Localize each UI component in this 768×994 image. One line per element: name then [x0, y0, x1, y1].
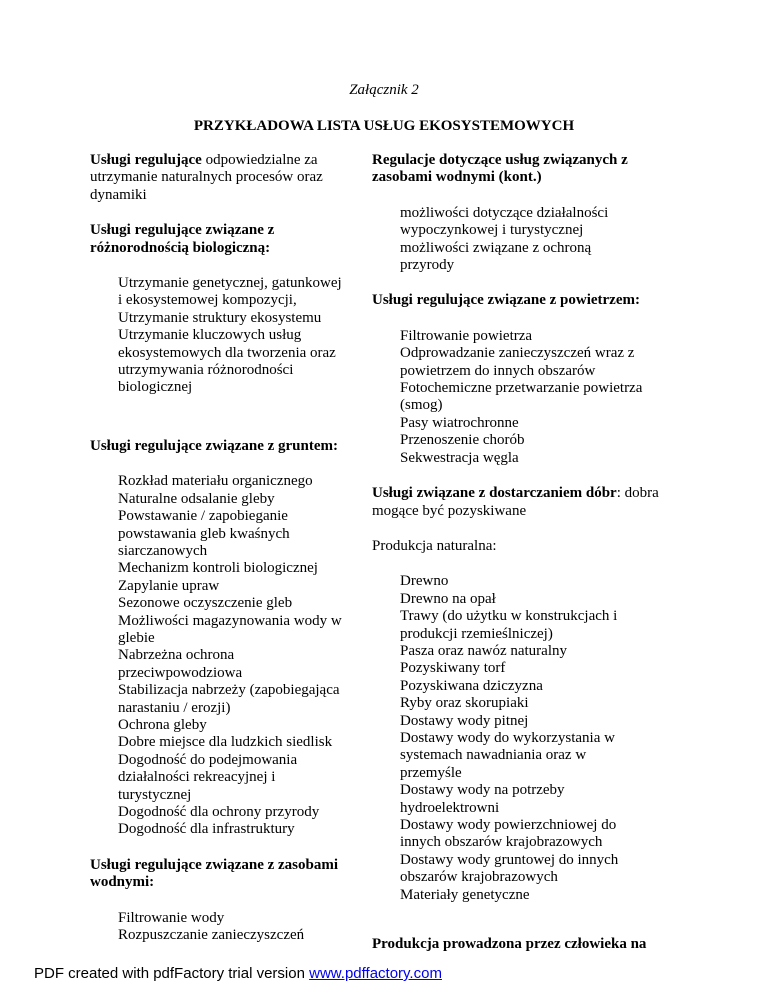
list-item: Utrzymanie kluczowych usług	[118, 327, 302, 344]
list-item: powietrzem do innych obszarów	[400, 362, 596, 379]
list-item: Pozyskiwany torf	[400, 660, 506, 677]
right-column	[372, 152, 662, 953]
list-item: Nabrzeżna ochrona	[118, 647, 235, 664]
regulating-intro-line-2: utrzymanie naturalnych procesów oraz	[90, 169, 323, 186]
biodiversity-heading: Usługi regulujące związane z	[90, 222, 275, 239]
list-item: Przenoszenie chorób	[400, 432, 525, 449]
list-item: siarczanowych	[118, 542, 208, 559]
list-item: Sezonowe oczyszczenie gleb	[118, 595, 293, 612]
water-heading-line-2: wodnymi:	[90, 874, 155, 891]
list-item: biologicznej	[118, 379, 193, 396]
water-heading: Usługi regulujące związane z zasobami	[90, 856, 339, 873]
list-item: Rozpuszczanie zanieczyszczeń	[118, 927, 305, 944]
biodiversity-heading-line-2: różnorodnością biologiczną:	[90, 239, 271, 256]
list-item: Pozyskiwana dziczyzna	[400, 677, 543, 694]
list-item: innych obszarów krajobrazowych	[400, 834, 603, 851]
annex-label: Załącznik 2	[349, 82, 419, 98]
list-item: przeciwpowodziowa	[118, 664, 243, 681]
list-item: Możliwości magazynowania wody w	[118, 612, 342, 629]
provisioning-intro-line-2: mogące być pozyskiwane	[372, 502, 527, 519]
provisioning-intro	[372, 485, 662, 502]
list-item: Filtrowanie powietrza	[400, 327, 533, 344]
list-item: Ryby oraz skorupiaki	[400, 695, 529, 712]
regulating-intro-bold: Usługi regulujące	[90, 152, 202, 168]
list-item: Naturalne odsalanie gleby	[118, 490, 275, 507]
provisioning-intro-bold: Usługi związane z dostarczaniem dóbr	[372, 485, 617, 502]
list-item: glebie	[118, 629, 155, 646]
list-item: (smog)	[400, 397, 443, 414]
list-item: Utrzymanie genetycznej, gatunkowej	[118, 275, 342, 292]
water-list	[90, 910, 370, 945]
list-item: Odprowadzanie zanieczyszczeń wraz z	[400, 345, 635, 362]
air-heading: Usługi regulujące związane z powietrzem:	[372, 292, 640, 309]
water-cont-heading: Regulacje dotyczące usług związanych z	[372, 152, 628, 168]
list-item: Dostawy wody pitnej	[400, 712, 529, 729]
list-item: Trawy (do użytku w konstrukcjach i	[400, 608, 618, 625]
list-item: hydroelektrowni	[400, 799, 500, 816]
list-item: Pasy wiatrochronne	[400, 414, 519, 431]
list-item: działalności rekreacyjnej i	[118, 769, 276, 786]
list-item: produkcji rzemieślniczej)	[400, 625, 553, 642]
list-item: Dogodność dla infrastruktury	[118, 821, 295, 838]
list-item: Dobre miejsce dla ludzkich siedlisk	[118, 734, 333, 751]
soil-heading: Usługi regulujące związane z gruntem:	[90, 437, 339, 454]
list-item: Drewno na opał	[400, 590, 496, 607]
list-item: Powstawanie / zapobieganie	[118, 508, 288, 525]
list-item: Zapylanie upraw	[118, 577, 220, 594]
list-item: obszarów krajobrazowych	[400, 869, 558, 886]
regulating-intro	[90, 152, 370, 169]
regulating-intro-text: odpowiedzialne za	[201, 152, 318, 168]
list-item: Dostawy wody na potrzeby	[400, 782, 565, 799]
list-item: Dostawy wody do wykorzystania w	[400, 729, 615, 746]
list-item: Filtrowanie wody	[118, 909, 225, 926]
soil-list	[90, 473, 370, 839]
list-item: Rozkład materiału organicznego	[118, 473, 313, 490]
list-item: Pasza oraz nawóz naturalny	[400, 642, 568, 659]
document-title: PRZYKŁADOWA LISTA USŁUG EKOSYSTEMOWYCH	[193, 118, 575, 134]
pdffactory-link[interactable]: www.pdffactory.com	[309, 965, 442, 982]
air-list	[372, 328, 662, 467]
list-item: przyrody	[400, 257, 455, 274]
list-item: Dostawy wody gruntowej do innych	[400, 851, 619, 868]
list-item: utrzymywania różnorodności	[118, 362, 294, 379]
list-item: wypoczynkowej i turystycznej	[400, 222, 584, 239]
list-item: Dostawy wody powierzchniowej do	[400, 817, 617, 833]
list-item: przemyśle	[400, 764, 462, 781]
water-cont-list	[372, 205, 662, 275]
list-item: możliwości związane z ochroną	[400, 239, 592, 256]
natural-production-list	[372, 573, 662, 904]
footer-text: PDF created with pdfFactory trial version	[34, 965, 310, 982]
list-item: turystycznej	[118, 786, 192, 803]
list-item: systemach nawadniania oraz w	[400, 747, 587, 764]
list-item: narastaniu / erozji)	[118, 699, 231, 716]
natural-production-heading: Produkcja naturalna:	[372, 537, 497, 554]
human-production-heading: Produkcja prowadzona przez człowieka na	[372, 936, 647, 953]
list-item: Sekwestracja węgla	[400, 449, 519, 466]
list-item: Fotochemiczne przetwarzanie powietrza	[400, 380, 643, 397]
list-item: Mechanizm kontroli biologicznej	[118, 560, 318, 577]
left-column	[90, 152, 370, 944]
pdf-footer	[34, 965, 442, 982]
list-item: Stabilizacja nabrzeży (zapobiegająca	[118, 682, 340, 699]
list-item: Materiały genetyczne	[400, 886, 530, 903]
list-item: Drewno	[400, 573, 449, 590]
list-item: i ekosystemowej kompozycji,	[118, 292, 297, 309]
regulating-intro-line-3: dynamiki	[90, 186, 147, 203]
list-item: powstawania gleb kwaśnych	[118, 525, 290, 542]
biodiversity-list	[90, 275, 370, 397]
list-item: Utrzymanie struktury ekosystemu	[118, 309, 322, 326]
list-item: Dogodność dla ochrony przyrody	[118, 804, 320, 820]
list-item: Ochrona gleby	[118, 716, 207, 733]
list-item: możliwości dotyczące działalności	[400, 204, 609, 221]
list-item: ekosystemowych dla tworzenia oraz	[118, 344, 336, 361]
water-cont-heading-line-2: zasobami wodnymi (kont.)	[372, 169, 542, 186]
list-item: Dogodność do podejmowania	[118, 751, 298, 768]
provisioning-intro-text: : dobra	[616, 485, 659, 502]
